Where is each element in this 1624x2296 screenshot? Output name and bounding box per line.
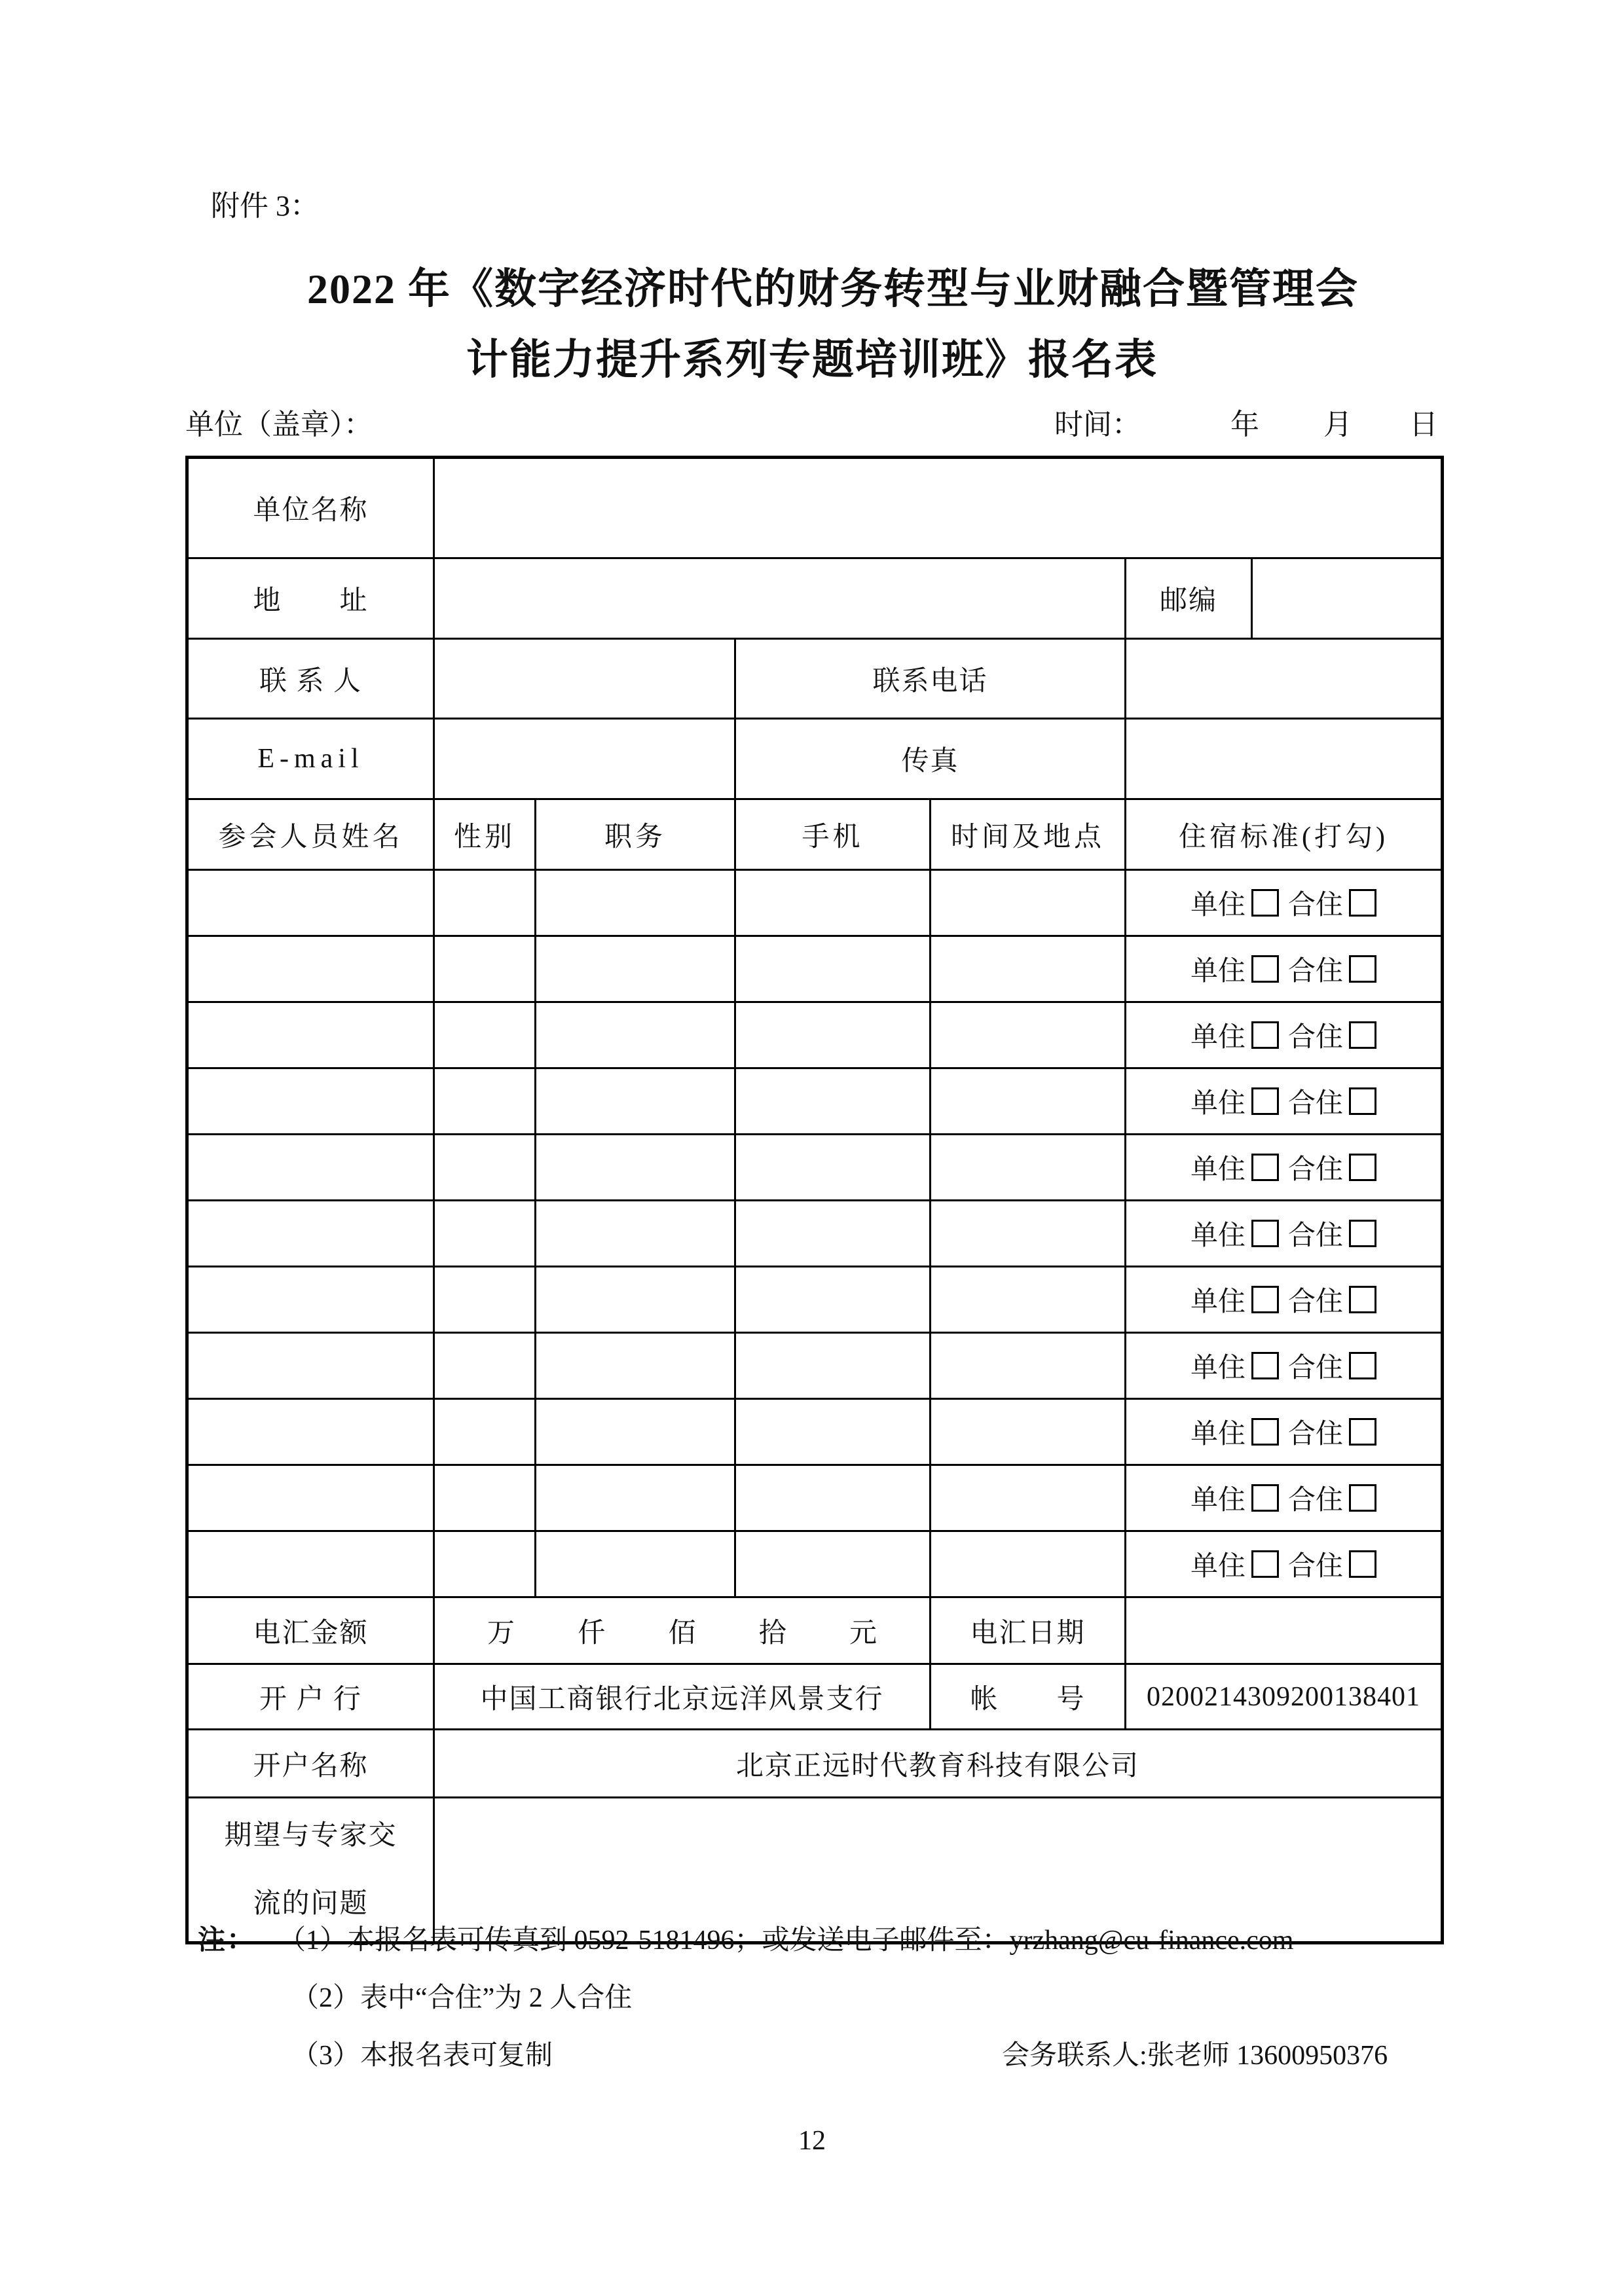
email-row [187,719,1443,799]
share-room-checkbox [1349,1220,1376,1247]
remit-date-label: 电汇日期 [931,1597,1126,1664]
note-line-1 [198,1918,1449,1976]
address-label: 地 址 [187,558,434,639]
participant-position-cell [536,1267,735,1333]
amount-unit: 仟 [578,1618,606,1649]
expectation-label-line2: 流的问题 [253,1889,369,1919]
participant-gender-cell [434,1267,536,1333]
single-room-checkbox [1251,1220,1279,1247]
single-room-checkbox [1251,1087,1279,1115]
share-room-label: 合住 [1288,890,1344,920]
unit-name-label: 单位名称 [187,458,434,558]
participant-time-place-cell [931,1135,1126,1201]
participant-row [187,1333,1443,1399]
notes-prefix: 注： [198,1925,256,1956]
amount-units-cell [434,1597,931,1664]
participant-mobile-cell [735,1333,931,1399]
participant-time-place-cell [931,1002,1126,1068]
share-room-label: 合住 [1288,1419,1344,1449]
participant-gender-cell [434,870,536,936]
share-room-label: 合住 [1288,1221,1344,1251]
lodging-standard-cell [1126,1399,1443,1465]
participants-header-row [187,799,1443,870]
lodging-standard-cell [1126,1465,1443,1531]
participant-position-cell [536,1002,735,1068]
participant-name-cell [187,1267,434,1333]
amount-unit: 元 [849,1618,877,1649]
participant-row [187,1002,1443,1068]
participant-row [187,1135,1443,1201]
single-room-label: 单住 [1190,890,1246,920]
conference-contact: 会务联系人:张老师 13600950376 [1002,2041,1388,2071]
participant-position-cell [536,1135,735,1201]
participant-mobile-cell [735,1465,931,1531]
address-row [187,558,1443,639]
single-room-checkbox [1251,1484,1279,1512]
single-room-checkbox [1251,1021,1279,1049]
single-room-label: 单住 [1190,1089,1246,1119]
participant-name-cell [187,870,434,936]
participant-gender-cell [434,1531,536,1597]
participant-row [187,936,1443,1002]
share-room-label: 合住 [1288,1023,1344,1053]
single-room-checkbox [1251,1550,1279,1578]
share-room-checkbox [1349,1550,1376,1578]
share-room-checkbox [1349,1021,1376,1049]
participant-position-cell [536,1201,735,1267]
form-title [0,254,1624,395]
contact-phone-label: 联系电话 [735,639,1126,719]
lodging-standard-cell [1126,1068,1443,1135]
share-room-checkbox [1349,1154,1376,1181]
participant-gender-cell [434,1399,536,1465]
participant-gender-cell [434,1465,536,1531]
single-room-label: 单住 [1190,1485,1246,1516]
participant-name-cell [187,1201,434,1267]
attachment-label: 附件 3： [211,190,319,222]
participant-gender-cell [434,1002,536,1068]
participant-name-cell [187,1068,434,1135]
participant-name-cell [187,1002,434,1068]
single-room-checkbox [1251,955,1279,983]
header-position: 职务 [536,799,735,870]
account-name-row [187,1730,1443,1798]
participant-name-cell [187,1531,434,1597]
lodging-standard-cell [1126,1135,1443,1201]
participant-position-cell [536,1068,735,1135]
participant-mobile-cell [735,1002,931,1068]
share-room-checkbox [1349,1352,1376,1379]
expectation-label-line1: 期望与专家交 [224,1821,397,1851]
participant-row [187,1201,1443,1267]
account-value: 0200214309200138401 [1126,1664,1443,1730]
participant-gender-cell [434,1333,536,1399]
participant-position-cell [536,1531,735,1597]
notes-section [198,1918,1449,2091]
single-room-label: 单住 [1190,1155,1246,1185]
participant-position-cell [536,936,735,1002]
participant-name-cell [187,1135,434,1201]
time-month-label: 月 [1323,409,1352,441]
participant-mobile-cell [735,1201,931,1267]
lodging-standard-cell [1126,870,1443,936]
participant-name-cell [187,936,434,1002]
fax-label: 传真 [735,719,1126,799]
amount-unit: 万 [487,1618,515,1649]
email-label: E-mail [187,719,434,799]
single-room-checkbox [1251,1286,1279,1313]
lodging-standard-cell [1126,1002,1443,1068]
account-name-label: 开户名称 [187,1730,434,1798]
share-room-label: 合住 [1288,957,1344,987]
lodging-standard-cell [1126,1267,1443,1333]
participant-position-cell [536,1399,735,1465]
single-room-label: 单住 [1190,1287,1246,1317]
share-room-label: 合住 [1288,1155,1344,1185]
participant-gender-cell [434,1135,536,1201]
single-room-label: 单住 [1190,1552,1246,1582]
header-participant-name: 参会人员姓名 [187,799,434,870]
contact-row [187,639,1443,719]
participant-mobile-cell [735,1399,931,1465]
remit-amount-row [187,1597,1443,1664]
bank-row [187,1664,1443,1730]
participant-name-cell [187,1333,434,1399]
note-1: （1）本报名表可传真到 0592-5181496；或发送电子邮件至：yrzhang@cu-finance.com [292,1925,1294,1956]
bank-value: 中国工商银行北京远洋风景支行 [434,1664,931,1730]
contact-person-label: 联 系 人 [187,639,434,719]
participant-gender-cell [434,1201,536,1267]
share-room-label: 合住 [1288,1089,1344,1119]
remit-amount-label: 电汇金额 [187,1597,434,1664]
participant-mobile-cell [735,936,931,1002]
account-label: 帐 号 [931,1664,1126,1730]
share-room-checkbox [1349,889,1376,917]
participant-time-place-cell [931,1201,1126,1267]
form-top-rows [187,458,1443,870]
note-2: （2）表中“合住”为 2 人合住 [291,1983,633,2013]
note-line-3 [198,2033,1449,2091]
participant-mobile-cell [735,1135,931,1201]
share-room-checkbox [1349,1484,1376,1512]
account-name-value: 北京正远时代教育科技有限公司 [434,1730,1443,1798]
participant-mobile-cell [735,870,931,936]
form-bottom-rows [187,1597,1443,1943]
participant-time-place-cell [931,1531,1126,1597]
single-room-label: 单住 [1190,957,1246,987]
participant-mobile-cell [735,1531,931,1597]
address-input-cell [434,558,1126,639]
participant-time-place-cell [931,936,1126,1002]
participant-row [187,1399,1443,1465]
amount-unit: 拾 [758,1618,786,1649]
seal-time-row [185,401,1441,440]
header-lodging-standard: 住宿标准(打勾) [1126,799,1443,870]
participant-row [187,870,1443,936]
share-room-label: 合住 [1288,1287,1344,1317]
share-room-checkbox [1349,955,1376,983]
participant-time-place-cell [931,1399,1126,1465]
single-room-label: 单住 [1190,1353,1246,1383]
participant-gender-cell [434,1068,536,1135]
participant-position-cell [536,1333,735,1399]
unit-name-input-cell [434,458,1443,558]
participant-position-cell [536,870,735,936]
participant-name-cell [187,1399,434,1465]
single-room-label: 单住 [1190,1221,1246,1251]
participant-row [187,1531,1443,1597]
participant-row [187,1267,1443,1333]
share-room-label: 合住 [1288,1552,1344,1582]
participant-position-cell [536,1465,735,1531]
time-label: 时间： [1054,409,1141,441]
remit-date-input-cell [1126,1597,1443,1664]
amount-unit: 佰 [668,1618,696,1649]
share-room-checkbox [1349,1087,1376,1115]
participant-time-place-cell [931,1333,1126,1399]
lodging-standard-cell [1126,1333,1443,1399]
participant-time-place-cell [931,1267,1126,1333]
note-3: （3）本报名表可复制 [291,2041,553,2071]
single-room-checkbox [1251,1352,1279,1379]
header-time-place: 时间及地点 [931,799,1126,870]
participant-time-place-cell [931,1068,1126,1135]
contact-person-input-cell [434,639,735,719]
participant-time-place-cell [931,1465,1126,1531]
participant-mobile-cell [735,1267,931,1333]
share-room-label: 合住 [1288,1485,1344,1516]
unit-seal-label: 单位（盖章）： [185,409,373,441]
participant-rows [187,870,1443,1597]
participant-name-cell [187,1465,434,1531]
bank-label: 开 户 行 [187,1664,434,1730]
participant-row [187,1465,1443,1531]
participant-mobile-cell [735,1068,931,1135]
time-year-label: 年 [1230,409,1259,441]
share-room-label: 合住 [1288,1353,1344,1383]
participant-time-place-cell [931,870,1126,936]
single-room-checkbox [1251,1154,1279,1181]
header-gender: 性别 [434,799,536,870]
unit-name-row [187,458,1443,558]
page-number: 12 [798,2126,826,2156]
lodging-standard-cell [1126,1201,1443,1267]
share-room-checkbox [1349,1286,1376,1313]
single-room-checkbox [1251,889,1279,917]
postcode-label: 邮编 [1126,558,1252,639]
single-room-label: 单住 [1190,1023,1246,1053]
lodging-standard-cell [1126,936,1443,1002]
participant-gender-cell [434,936,536,1002]
postcode-input-cell [1252,558,1443,639]
note-line-2 [198,1976,1449,2033]
share-room-checkbox [1349,1418,1376,1446]
single-room-label: 单住 [1190,1419,1246,1449]
time-day-label: 日 [1409,409,1438,441]
registration-form-table [185,456,1444,1944]
contact-phone-input-cell [1126,639,1443,719]
single-room-checkbox [1251,1418,1279,1446]
form-title-line1: 2022 年《数字经济时代的财务转型与业财融合暨管理会 [307,266,1359,312]
lodging-standard-cell [1126,1531,1443,1597]
form-title-line2: 计能力提升系列专题培训班》报名表 [466,337,1158,383]
email-input-cell [434,719,735,799]
header-mobile: 手机 [735,799,931,870]
participant-row [187,1068,1443,1135]
fax-input-cell [1126,719,1443,799]
